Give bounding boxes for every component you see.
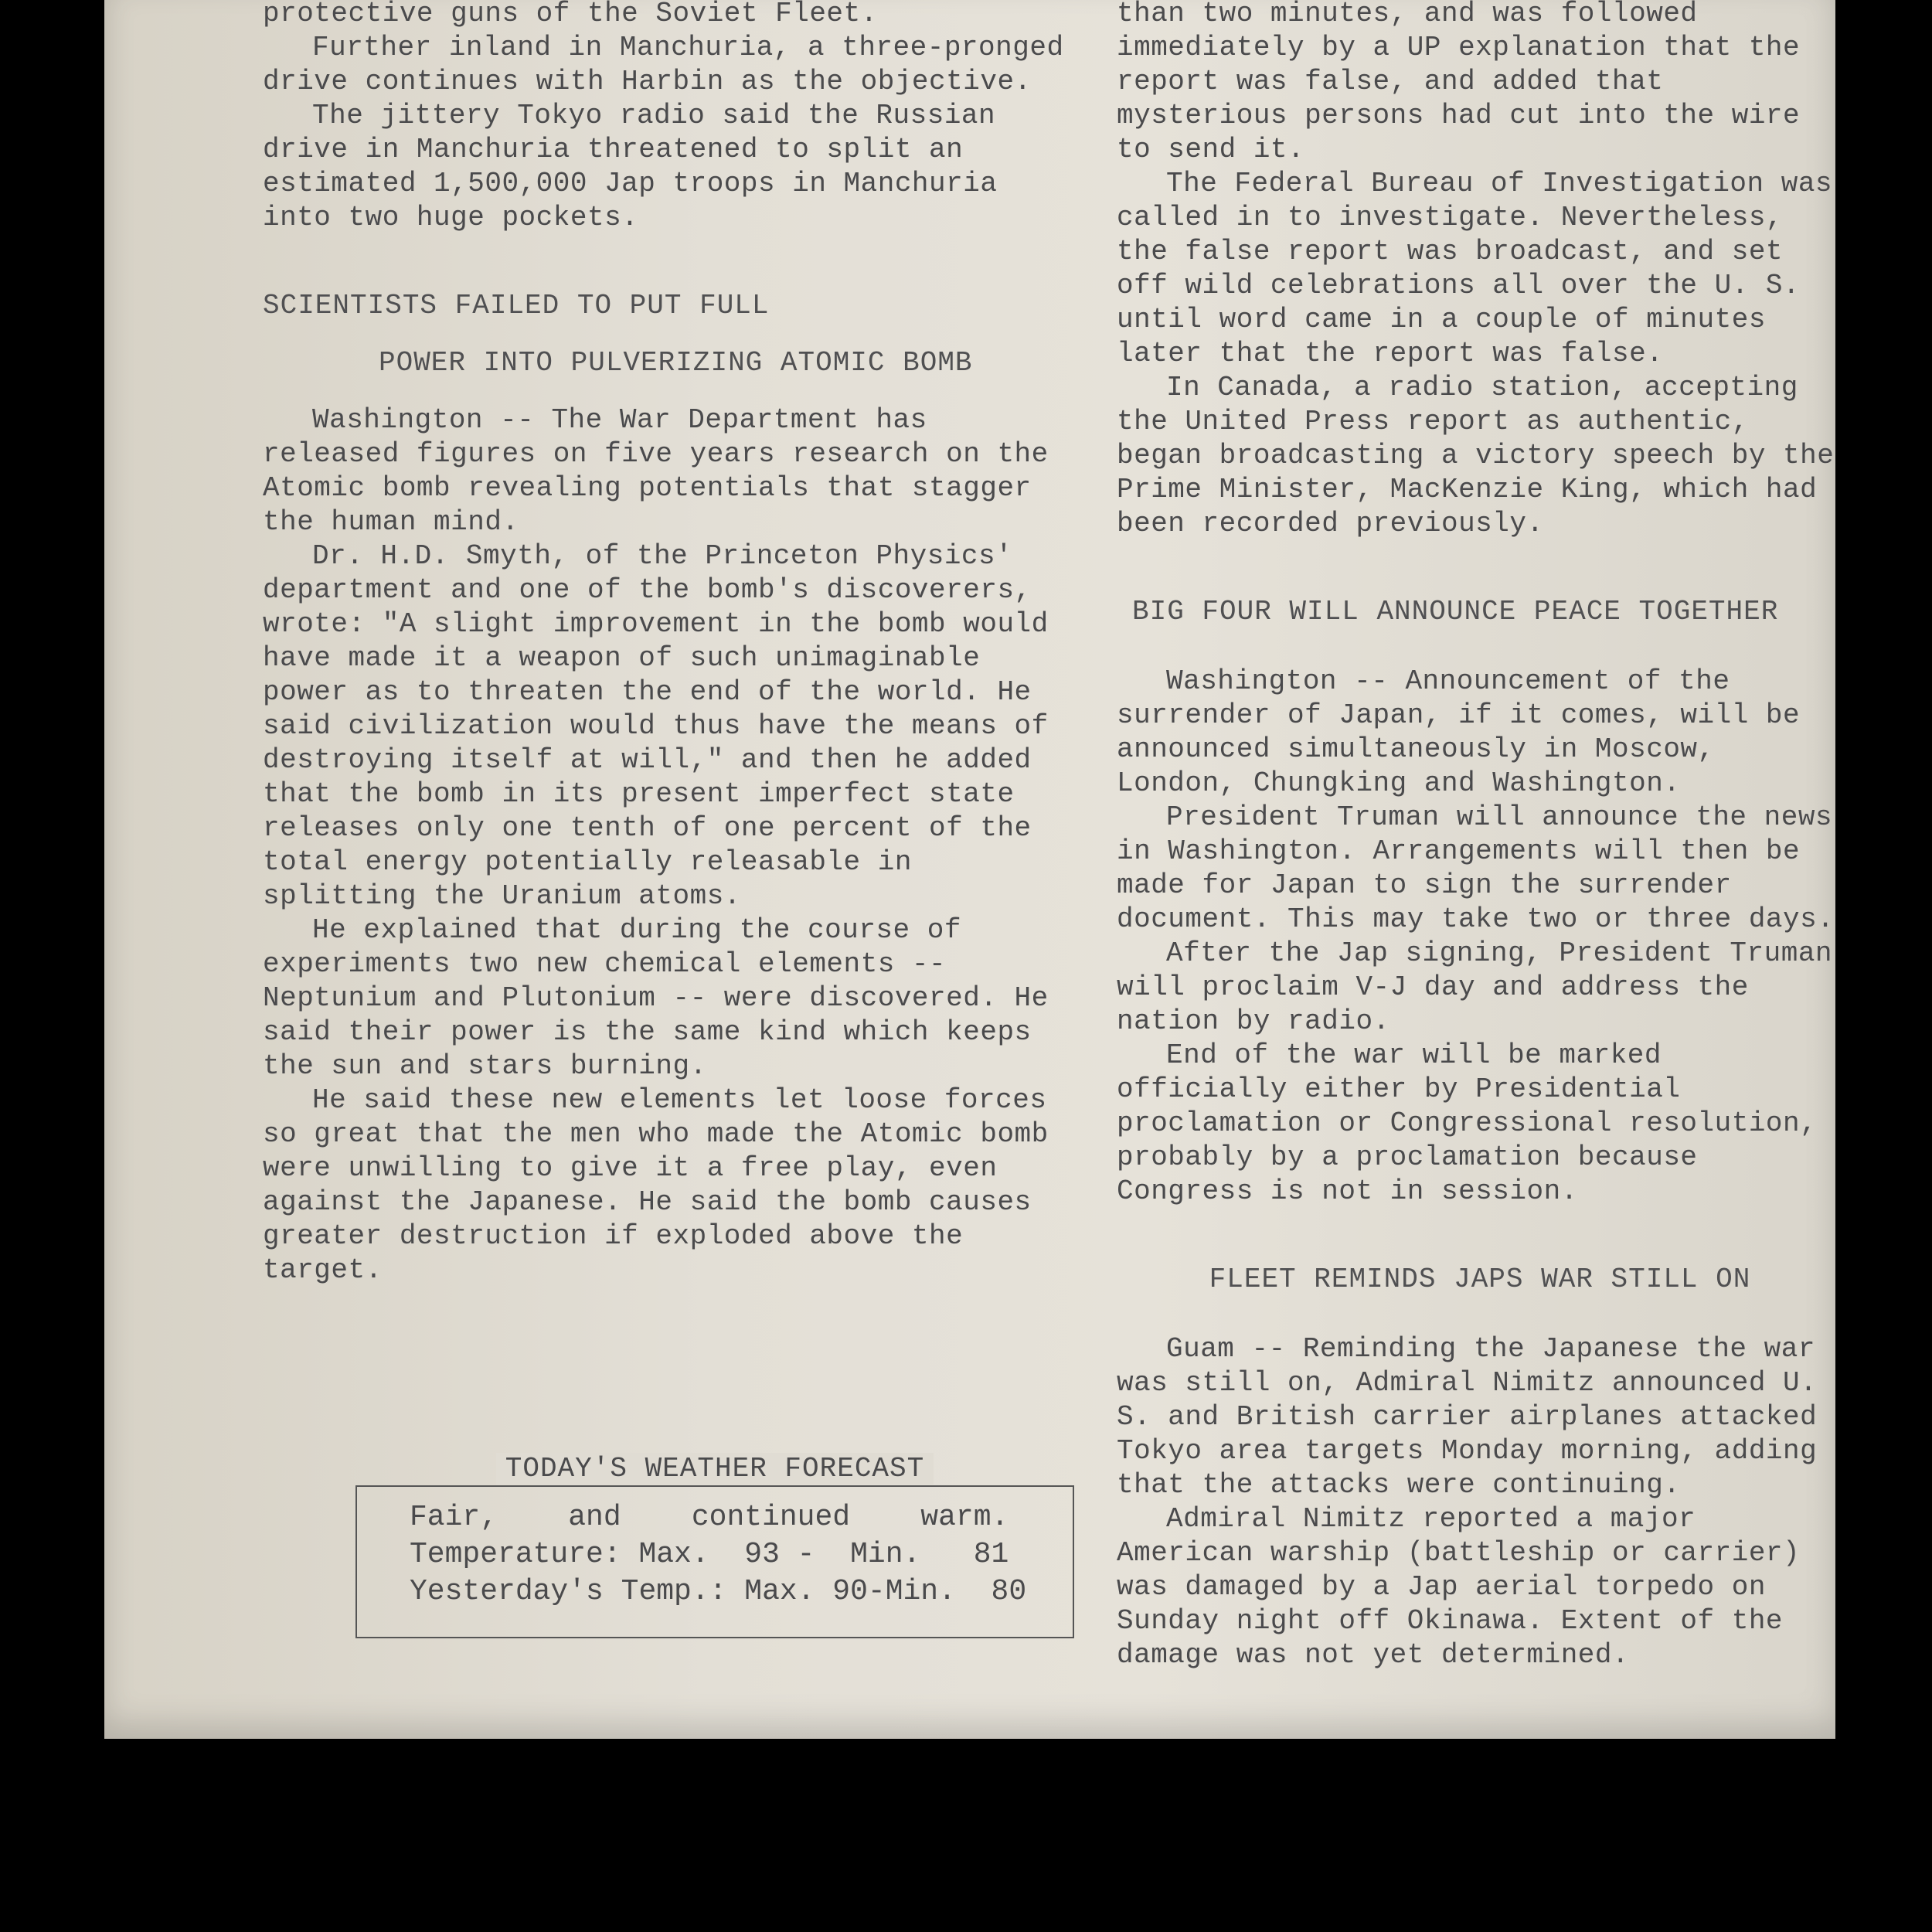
- article-headline: FLEET REMINDS JAPS WAR STILL ON: [1209, 1264, 1751, 1295]
- paragraph: He explained that during the course of experiments two new chemical elements -- Neptunium and Plutonium -- were discovered. He said their power is the same kind which keeps the sun and stars burning.: [263, 914, 1049, 1082]
- weather-line: Yesterday's Temp.: Max. 90-Min. 80: [410, 1575, 1027, 1608]
- newspaper-page: [104, 0, 1835, 1739]
- paragraph: End of the war will be marked officially either by Presidential proclamation or Congressional resolution, probably by a proclamation because Congress is not in session.: [1117, 1039, 1818, 1207]
- paragraph: After the Jap signing, President Truman will proclaim V-J day and address the nation by radio.: [1117, 937, 1833, 1037]
- right-column: [1117, 0, 1843, 1672]
- paragraph: Washington -- Announcement of the surrender of Japan, if it comes, will be announced simultaneously in Moscow, London, Chungking and Washington.: [1117, 665, 1801, 799]
- spacer: [1117, 1297, 1843, 1332]
- paragraph: President Truman will announce the news in Washington. Arrangements will then be made for Japan to sign the surrender document. This may take two or three days.: [1117, 801, 1835, 935]
- paragraph: He said these new elements let loose forces so great that the men who made the Atomic bomb were unwilling to give it a free play, even against the Japanese. He said the bomb causes greater destruction if exploded above the target.: [263, 1084, 1049, 1286]
- article-headline: POWER INTO PULVERIZING ATOMIC BOMB: [379, 347, 973, 379]
- weather-title: TODAY'S WEATHER FORECAST: [355, 1453, 1074, 1485]
- paragraph: Further inland in Manchuria, a three-pronged drive continues with Harbin as the objective.: [263, 32, 1064, 97]
- paragraph: In Canada, a radio station, accepting the United Press report as authentic, began broadcasting a victory speech by the Prime Minister, MacKenzie King, which had been recorded previously.: [1117, 372, 1835, 539]
- article-headline: BIG FOUR WILL ANNOUNCE PEACE TOGETHER: [1132, 596, 1779, 628]
- paragraph: Dr. H.D. Smyth, of the Princeton Physics' department and one of the bomb's discoverers, wrote: "A slight improvement in the bomb would have made it a weapon of such unimaginable power as to threaten the end of the world. He said civilization would thus have the means of destroying itself at will," and then he added that the bomb in its present imperfect state releases only one tenth of one percent of the total energy potentially releasable in splitting the Uranium atoms.: [263, 540, 1049, 912]
- paragraph: The Federal Bureau of Investigation was called in to investigate. Nevertheless, the false report was broadcast, and set off wild celebrations all over the U. S. until word came in a couple of minutes later that the report was false.: [1117, 168, 1833, 369]
- weather-lines: [410, 1499, 1043, 1611]
- paragraph: Guam -- Reminding the Japanese the war was still on, Admiral Nimitz announced U. S. and British carrier airplanes attacked Tokyo area targets Monday morning, adding that the attacks were continuing.: [1117, 1333, 1818, 1501]
- spacer: [263, 380, 1070, 403]
- spacer: [263, 235, 1070, 289]
- spacer: [1117, 629, 1843, 665]
- paragraph: The jittery Tokyo radio said the Russian drive in Manchuria threatened to split an estimated 1,500,000 Jap troops in Manchuria into two huge pockets.: [263, 100, 998, 233]
- spacer: [1117, 541, 1843, 595]
- paragraph: Washington -- The War Department has released figures on five years research on the Atomic bomb revealing potentials that stagger the human mind.: [263, 404, 1049, 538]
- spacer: [263, 323, 1070, 346]
- article-headline: SCIENTISTS FAILED TO PUT FULL: [263, 290, 770, 321]
- paragraph: than two minutes, and was followed immediately by a UP explanation that the report was false, and added that mysterious persons had cut into the wire to send it.: [1117, 0, 1801, 165]
- weather-forecast-box: [355, 1453, 1074, 1638]
- paragraph: Admiral Nimitz reported a major American warship (battleship or carrier) was damaged by a Jap aerial torpedo on Sunday night off Okinawa. Extent of the damage was not yet determined.: [1117, 1503, 1801, 1671]
- paragraph: protective guns of the Soviet Fleet.: [263, 0, 878, 29]
- spacer: [1117, 1209, 1843, 1263]
- weather-line: Temperature: Max. 93 - Min. 81: [410, 1538, 1009, 1571]
- left-column: [263, 0, 1070, 1287]
- weather-line: Fair, and continued warm.: [410, 1501, 1009, 1534]
